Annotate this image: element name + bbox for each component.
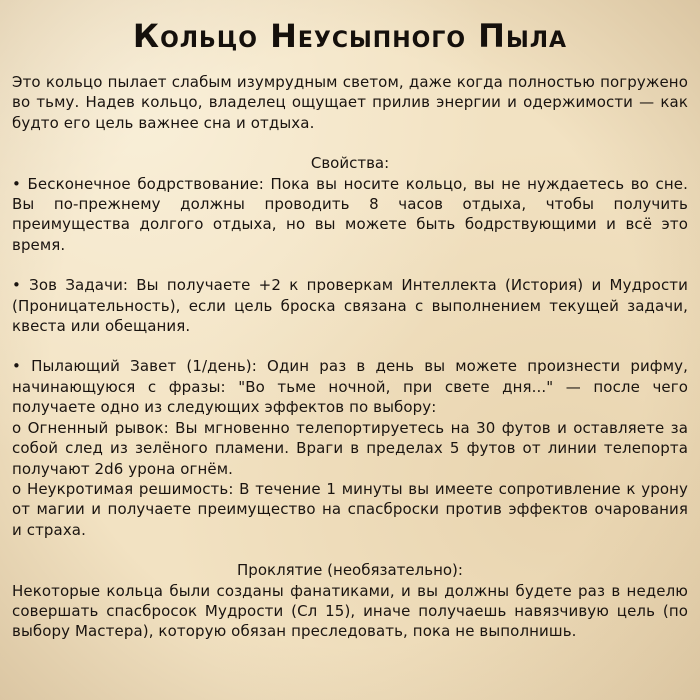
item-description: Это кольцо пылает слабым изумрудным светом, даже когда полностью погружено во тьму. Надев кольцо, владелец ощущает прилив энергии и одержимости — как будто его цель важнее сна и отдыха. <box>12 73 688 132</box>
curse-heading: Проклятие (необязательно): <box>237 561 463 580</box>
spacer <box>12 336 688 356</box>
item-title: Кольцо Неусыпного Пыла <box>132 17 568 55</box>
spacer <box>12 255 688 275</box>
effect-fire-dash: o Огненный рывок: Вы мгновенно телепортируетесь на 30 футов и оставляете за собой след из зелёного пламени. Враги в пределах 5 футов от линии телепорта получают 2d6 урона огнём. <box>12 418 688 479</box>
effect-indomitable-resolve: o Неукротимая решимость: В течение 1 минуты вы имеете сопротивление к урону от магии и получаете преимущество на спасброски против эффектов очарования и страха. <box>12 479 688 540</box>
property-endless-wakefulness: • Бесконечное бодрствование: Пока вы носите кольцо, вы не нуждаетесь во сне. Вы по-прежнему должны проводить 8 часов отдыха, чтобы получить преимущества долгого отдыха, но вы можете быть бодрствующими и всё это время. <box>12 174 688 256</box>
property-blazing-covenant: • Пылающий Завет (1/день): Один раз в день вы можете произнести рифму, начинающуюся с фразы: "Во тьме ночной, при свете дня..." — после чего получаете одно из следующих эффектов по выбору: <box>12 356 688 417</box>
curse-text: Некоторые кольца были созданы фанатиками, и вы должны будете раз в неделю совершать спасбросок Мудрости (Сл 15), иначе получаешь навязчивую цель (по выбору Мастера), которую обязан преследовать, пока не выполнишь. <box>12 581 688 641</box>
spacer <box>12 133 688 153</box>
properties-heading: Свойства: <box>310 154 390 173</box>
property-call-of-task: • Зов Задачи: Вы получаете +2 к проверкам Интеллекта (История) и Мудрости (Проницательность), если цель броска связана с выполнением текущей задачи, квеста или обещания. <box>12 275 688 336</box>
spacer <box>12 540 688 560</box>
